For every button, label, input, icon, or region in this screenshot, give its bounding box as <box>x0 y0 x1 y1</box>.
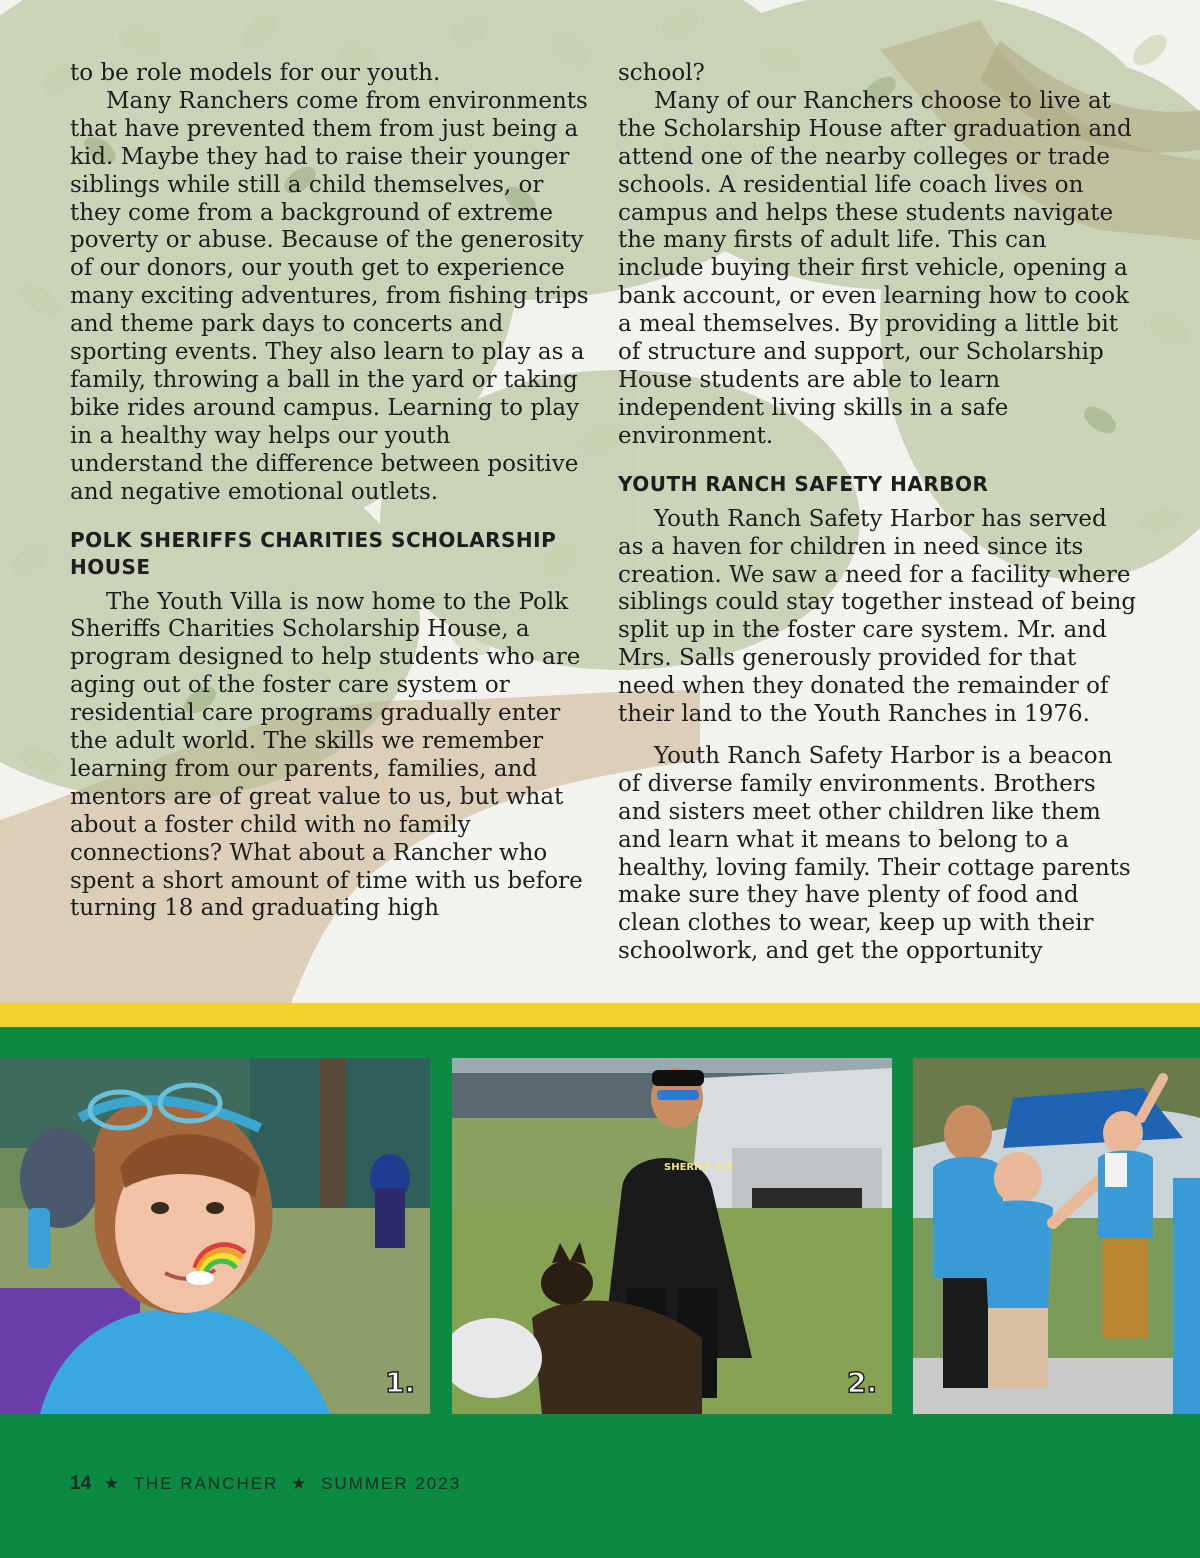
paragraph: Youth Ranch Safety Harbor has served as a haven for children in need since its creation. We saw a need for a facility where siblings could stay together instead of being split up in the foster care system. Mr. and Mrs. Salls generously provided for that need when they donated the remainder of their land to the Youth Ranches in 1976. <box>618 505 1137 728</box>
publication-name: THE RANCHER <box>133 1474 279 1493</box>
issue-label: SUMMER 2023 <box>321 1474 462 1493</box>
paragraph: Many Ranchers come from environments that have prevented them from just being a kid. Maybe they had to raise their younger siblings while still a child themselves, or they come from a background of extreme poverty or abuse. Because of the generosity of our donors, our youth get to experience many exciting adventures, from fishing trips and theme park days to concerts and sporting events. They also learn to play as a family, throwing a ball in the yard or taking bike rides around campus. Learning to play in a healthy way helps our youth understand the difference between positive and negative emotional outlets. <box>70 87 589 505</box>
paragraph: Many of our Ranchers choose to live at the Scholarship House after graduation and attend one of the nearby colleges or trade schools. A residential life coach lives on campus and helps these students navigate the many firsts of adult life. This can include buying their first vehicle, opening a bank account, or even learning how to cook a meal themselves. By providing a little bit of structure and support, our Scholarship House students are able to learn independent living skills in a safe environment. <box>618 87 1132 449</box>
photo-number-label: 1. <box>385 1366 416 1399</box>
photo-kids-playing <box>913 1058 1200 1414</box>
section-heading-safety-harbor: YOUTH RANCH SAFETY HARBOR <box>618 471 989 496</box>
star-separator-icon: ★ <box>103 1474 122 1493</box>
paragraph: school? <box>618 60 705 86</box>
article-left-column <box>70 60 590 923</box>
page-number: 14 <box>70 1473 92 1494</box>
photo-number-label: 2. <box>847 1366 878 1399</box>
paragraph: Youth Ranch Safety Harbor is a beacon of diverse family environments. Brothers and sisters meet other children like them and learn what it means to belong to a healthy, loving family. Their cottage parents make sure they have plenty of food and clean clothes to wear, keep up with their schoolwork, and get the opportunity <box>618 742 1131 965</box>
photo-girl-face-paint <box>0 1058 430 1414</box>
article-right-column <box>618 60 1138 966</box>
star-separator-icon: ★ <box>291 1474 309 1493</box>
photo-sheriff-k9 <box>452 1058 892 1414</box>
paragraph: The Youth Villa is now home to the Polk Sheriffs Charities Scholarship House, a program designed to help students who are aging out of the foster care system or residential care programs gradually enter the adult world. The skills we remember learning from our parents, families, and mentors are of great value to us, but what about a foster child with no family connections? What about a Rancher who spent a short amount of time with us before turning 18 and graduating high <box>70 588 583 922</box>
paragraph: to be role models for our youth. <box>70 60 441 86</box>
page-footer <box>70 1473 461 1495</box>
vest-patch-text: SHERIFF K-9 <box>664 1162 733 1173</box>
yellow-stripe <box>0 1003 1200 1027</box>
section-heading-scholarship-house: POLK SHERIFFS CHARITIES SCHOLARSHIP HOUSE <box>70 527 557 579</box>
